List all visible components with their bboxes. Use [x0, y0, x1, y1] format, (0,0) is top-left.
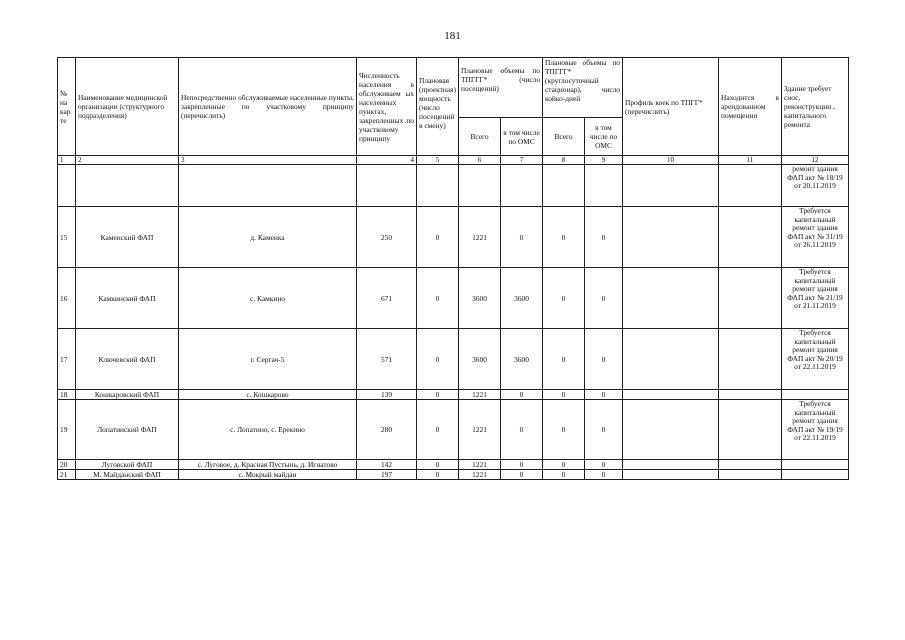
cell-visits-oms: 0	[501, 470, 543, 480]
cell-beds-total	[543, 165, 585, 207]
cell-beds-oms: 0	[585, 390, 623, 400]
cell-renovation-note: ремонт здания ФАП акт № 18/19 от 20.11.2019	[782, 165, 849, 207]
cell-rented	[719, 400, 782, 460]
cell-rented	[719, 460, 782, 470]
cell-renovation-note	[782, 390, 849, 400]
cell-rented	[719, 207, 782, 268]
cell-visits-total: 1221	[459, 400, 501, 460]
cell-renovation-note	[782, 460, 849, 470]
cell-population: 142	[357, 460, 417, 470]
cell-settlements: д. Каменка	[179, 207, 357, 268]
table-row	[58, 400, 849, 460]
cell-settlements	[179, 165, 357, 207]
page-number: 181	[444, 30, 461, 42]
cell-visits-oms	[501, 165, 543, 207]
cell-capacity: 0	[417, 329, 459, 390]
cell-beds-oms: 0	[585, 460, 623, 470]
cell-bed-profile	[623, 329, 719, 390]
header-organization: Наименование медицинской организации (структурного подразделения)	[76, 58, 179, 156]
table-row	[58, 329, 849, 390]
cell-number	[58, 165, 76, 207]
cell-number: 18	[58, 390, 76, 400]
cell-visits-total: 1221	[459, 470, 501, 480]
cell-visits-oms: 0	[501, 207, 543, 268]
cell-population: 139	[357, 390, 417, 400]
cell-beds-oms	[585, 165, 623, 207]
cell-beds-total: 0	[543, 400, 585, 460]
cell-organization: М. Майданский ФАП	[76, 470, 179, 480]
cell-population: 197	[357, 470, 417, 480]
header-visits-total: Всего	[459, 118, 501, 156]
header-beds-group: Плановые объемы по ТПГГГ* (круглосуточный стационар), число койко-дней	[543, 58, 623, 118]
column-number: 4	[357, 156, 417, 165]
cell-organization: Каменский ФАП	[76, 207, 179, 268]
cell-renovation-note	[782, 470, 849, 480]
cell-beds-total: 0	[543, 460, 585, 470]
cell-organization: Луговской ФАП	[76, 460, 179, 470]
cell-visits-total: 1221	[459, 390, 501, 400]
header-visits-group: Плановые объемы по ТПГГГ* (число посещений)	[459, 58, 543, 118]
cell-population: 671	[357, 268, 417, 329]
header-bed-profile: Профиль коек по ТПГГ* (перечислить)	[623, 58, 719, 156]
cell-capacity	[417, 165, 459, 207]
column-number: 1	[58, 156, 76, 165]
cell-beds-oms: 0	[585, 268, 623, 329]
cell-settlements: г. Сергач-5	[179, 329, 357, 390]
cell-visits-oms: 3600	[501, 329, 543, 390]
header-settlements: Непосредственно обслуживаемые населенные пункты, закрепленные по участковому принципу (перечислить)	[179, 58, 357, 156]
header-visits-oms: в том числе по ОМС	[501, 118, 543, 156]
cell-visits-oms: 0	[501, 390, 543, 400]
cell-rented	[719, 268, 782, 329]
table-row	[58, 268, 849, 329]
cell-settlements: с. Луговое, д. Красная Пустынь, д. Игнатово	[179, 460, 357, 470]
column-number: 12	[782, 156, 849, 165]
cell-visits-total	[459, 165, 501, 207]
cell-organization: Кошкаровский ФАП	[76, 390, 179, 400]
cell-beds-total: 0	[543, 329, 585, 390]
column-number: 3	[179, 156, 357, 165]
cell-organization	[76, 165, 179, 207]
header-renovation: Здание требует снос, реконструкции , капитального ремонта	[782, 58, 849, 156]
cell-renovation-note: Требуется капитальный ремонт здания ФАП акт № 21/19 от 21.11.2019	[782, 268, 849, 329]
cell-capacity: 0	[417, 268, 459, 329]
header-beds-oms: в том числе по ОМС	[585, 118, 623, 156]
cell-settlements: с. Лопатино, с. Ерекино	[179, 400, 357, 460]
table-row	[58, 207, 849, 268]
cell-renovation-note: Требуется капитальный ремонт здания ФАП акт № 31/19 от 26.11.2019	[782, 207, 849, 268]
cell-population: 250	[357, 207, 417, 268]
table-header	[58, 58, 849, 165]
cell-settlements: с. Камкино	[179, 268, 357, 329]
header-number: № на кар те	[58, 58, 76, 156]
cell-beds-oms: 0	[585, 207, 623, 268]
cell-visits-oms: 0	[501, 400, 543, 460]
cell-visits-total: 1221	[459, 460, 501, 470]
cell-visits-oms: 3600	[501, 268, 543, 329]
column-number: 8	[543, 156, 585, 165]
table-row	[58, 165, 849, 207]
cell-beds-oms: 0	[585, 470, 623, 480]
cell-settlements: с. Мокрый майдан	[179, 470, 357, 480]
cell-number: 20	[58, 460, 76, 470]
cell-number: 21	[58, 470, 76, 480]
cell-organization: Ключевский ФАП	[76, 329, 179, 390]
cell-organization: Лопатинский ФАП	[76, 400, 179, 460]
cell-capacity: 0	[417, 460, 459, 470]
cell-bed-profile	[623, 390, 719, 400]
header-rented: Находится в арендованном помещении	[719, 58, 782, 156]
cell-visits-total: 3600	[459, 268, 501, 329]
cell-visits-total: 3600	[459, 329, 501, 390]
cell-rented	[719, 390, 782, 400]
cell-bed-profile	[623, 470, 719, 480]
column-number: 11	[719, 156, 782, 165]
cell-capacity: 0	[417, 207, 459, 268]
cell-number: 16	[58, 268, 76, 329]
cell-number: 15	[58, 207, 76, 268]
cell-rented	[719, 470, 782, 480]
header-capacity: Плановая (проектная) мощность (число посещений в смену)	[417, 58, 459, 156]
cell-number: 17	[58, 329, 76, 390]
cell-beds-total: 0	[543, 207, 585, 268]
cell-renovation-note: Требуется капитальный ремонт здания ФАП акт № 20/19 от 22.11.2019	[782, 329, 849, 390]
table-row	[58, 460, 849, 470]
cell-bed-profile	[623, 268, 719, 329]
cell-capacity: 0	[417, 400, 459, 460]
cell-beds-total: 0	[543, 470, 585, 480]
column-number: 2	[76, 156, 179, 165]
cell-bed-profile	[623, 207, 719, 268]
cell-organization: Камкинский ФАП	[76, 268, 179, 329]
column-number: 6	[459, 156, 501, 165]
cell-rented	[719, 329, 782, 390]
column-number: 7	[501, 156, 543, 165]
cell-number: 19	[58, 400, 76, 460]
column-number: 10	[623, 156, 719, 165]
cell-population: 571	[357, 329, 417, 390]
cell-settlements: с. Кошкарово	[179, 390, 357, 400]
column-number: 5	[417, 156, 459, 165]
table-row	[58, 470, 849, 480]
cell-renovation-note: Требуется капитальный ремонт здания ФАП акт № 19/19 от 22.11.2019	[782, 400, 849, 460]
cell-visits-total: 1221	[459, 207, 501, 268]
cell-capacity: 0	[417, 470, 459, 480]
cell-capacity: 0	[417, 390, 459, 400]
cell-beds-oms: 0	[585, 400, 623, 460]
cell-bed-profile	[623, 400, 719, 460]
cell-visits-oms: 0	[501, 460, 543, 470]
cell-beds-total: 0	[543, 268, 585, 329]
cell-bed-profile	[623, 165, 719, 207]
cell-beds-total: 0	[543, 390, 585, 400]
cell-bed-profile	[623, 460, 719, 470]
table-row	[58, 390, 849, 400]
cell-population	[357, 165, 417, 207]
facilities-table	[57, 57, 849, 480]
header-population: Численность населения в обслуживаем ых населенных пунктах, закрепленных по участковому принципу	[357, 58, 417, 156]
cell-rented	[719, 165, 782, 207]
column-number-row	[58, 156, 849, 165]
cell-beds-oms: 0	[585, 329, 623, 390]
header-beds-total: Всего	[543, 118, 585, 156]
cell-population: 280	[357, 400, 417, 460]
column-number: 9	[585, 156, 623, 165]
